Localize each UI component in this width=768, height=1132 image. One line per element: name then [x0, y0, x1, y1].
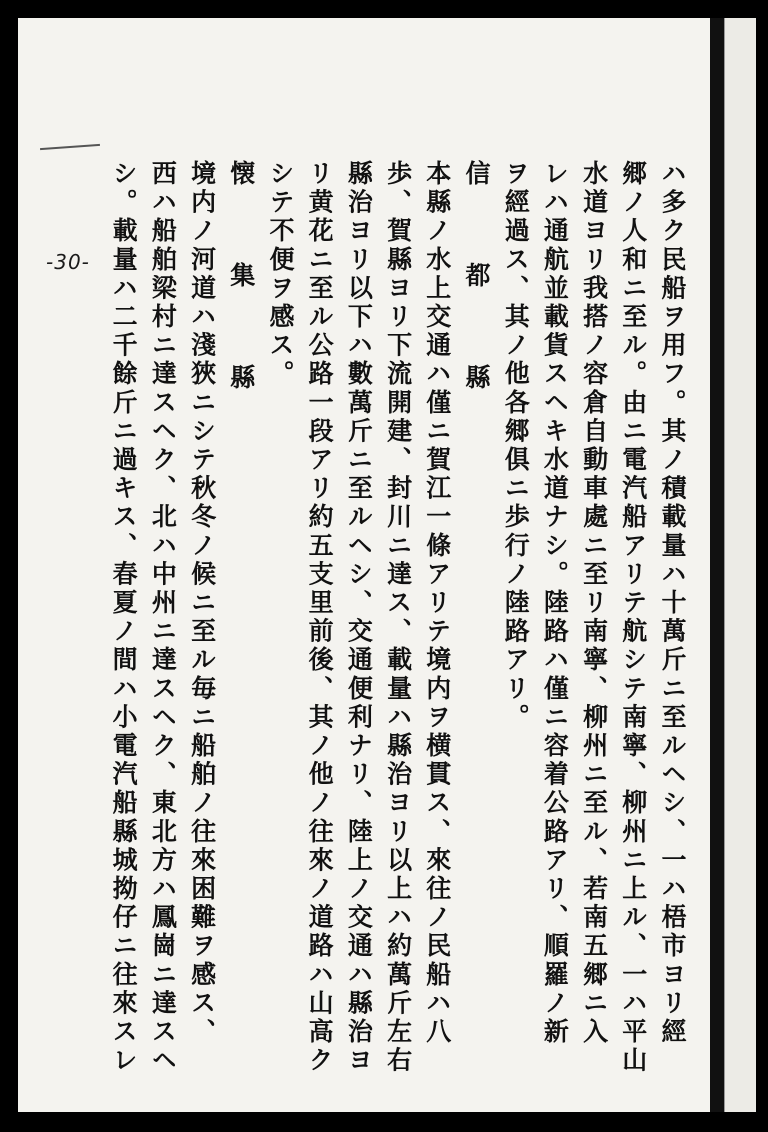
text-line: レハ通航並載貨スヘキ水道ナシ。陸路ハ僅ニ容着公路アリ、順羅ノ新: [540, 160, 570, 1047]
book-spine: [710, 18, 724, 1112]
text-line: リ黄花ニ至ル公路一段アリ約五支里前後、其ノ他ノ往來ノ道路ハ山高ク: [305, 160, 335, 1076]
text-line: 歩、賀縣ヨリ下流開建、封川ニ達ス、載量ハ縣治ヨリ以上ハ約萬斤左右: [383, 160, 413, 1076]
text-line: ヲ經過ス、其ノ他各郷俱ニ歩行ノ陸路アリ。: [501, 160, 531, 732]
text-line: 縣治ヨリ以下ハ數萬斤ニ至ルヘシ、交通便利ナリ、陸上ノ交通ハ縣治ヨ: [344, 160, 374, 1076]
vertical-text-block: [104, 160, 692, 1080]
pen-mark: [40, 144, 100, 150]
section-heading: 懐 集 縣: [226, 160, 256, 415]
text-line: 本縣ノ水上交通ハ僅ニ賀江一條アリテ境内ヲ横貫ス、來往ノ民船ハ八: [422, 160, 452, 1047]
text-line: シテ不便ヲ感ス。: [265, 160, 295, 389]
page-number: -30-: [46, 250, 90, 274]
text-line: 西ハ船舶梁村ニ達スヘク、北ハ中州ニ達スヘク、東北方ハ鳳崗ニ達スヘ: [148, 160, 178, 1076]
text-line: ハ多ク民船ヲ用フ。其ノ積載量ハ十萬斤ニ至ルヘシ、一ハ梧市ヨリ經: [658, 160, 687, 1047]
facing-page-edge: [724, 18, 756, 1112]
text-line: 水道ヨリ我搭ノ容倉自動車處ニ至リ南寧、柳州ニ至ル、若南五郷ニ入: [579, 160, 609, 1047]
text-line: 境内ノ河道ハ淺狹ニシテ秋冬ノ候ニ至ル毎ニ船舶ノ往來困難ヲ感ス、: [187, 160, 217, 1047]
text-line: シ。載量ハ二千餘斤ニ過キス、春夏ノ間ハ小電汽船縣城拗仔ニ往來スレ: [109, 160, 139, 1076]
section-heading: 信 都 縣: [461, 160, 491, 415]
text-line: 郷ノ人和ニ至ル。由ニ電汽船アリテ航シテ南寧、柳州ニ上ル、一ハ平山: [618, 160, 648, 1076]
document-page: [18, 18, 756, 1112]
